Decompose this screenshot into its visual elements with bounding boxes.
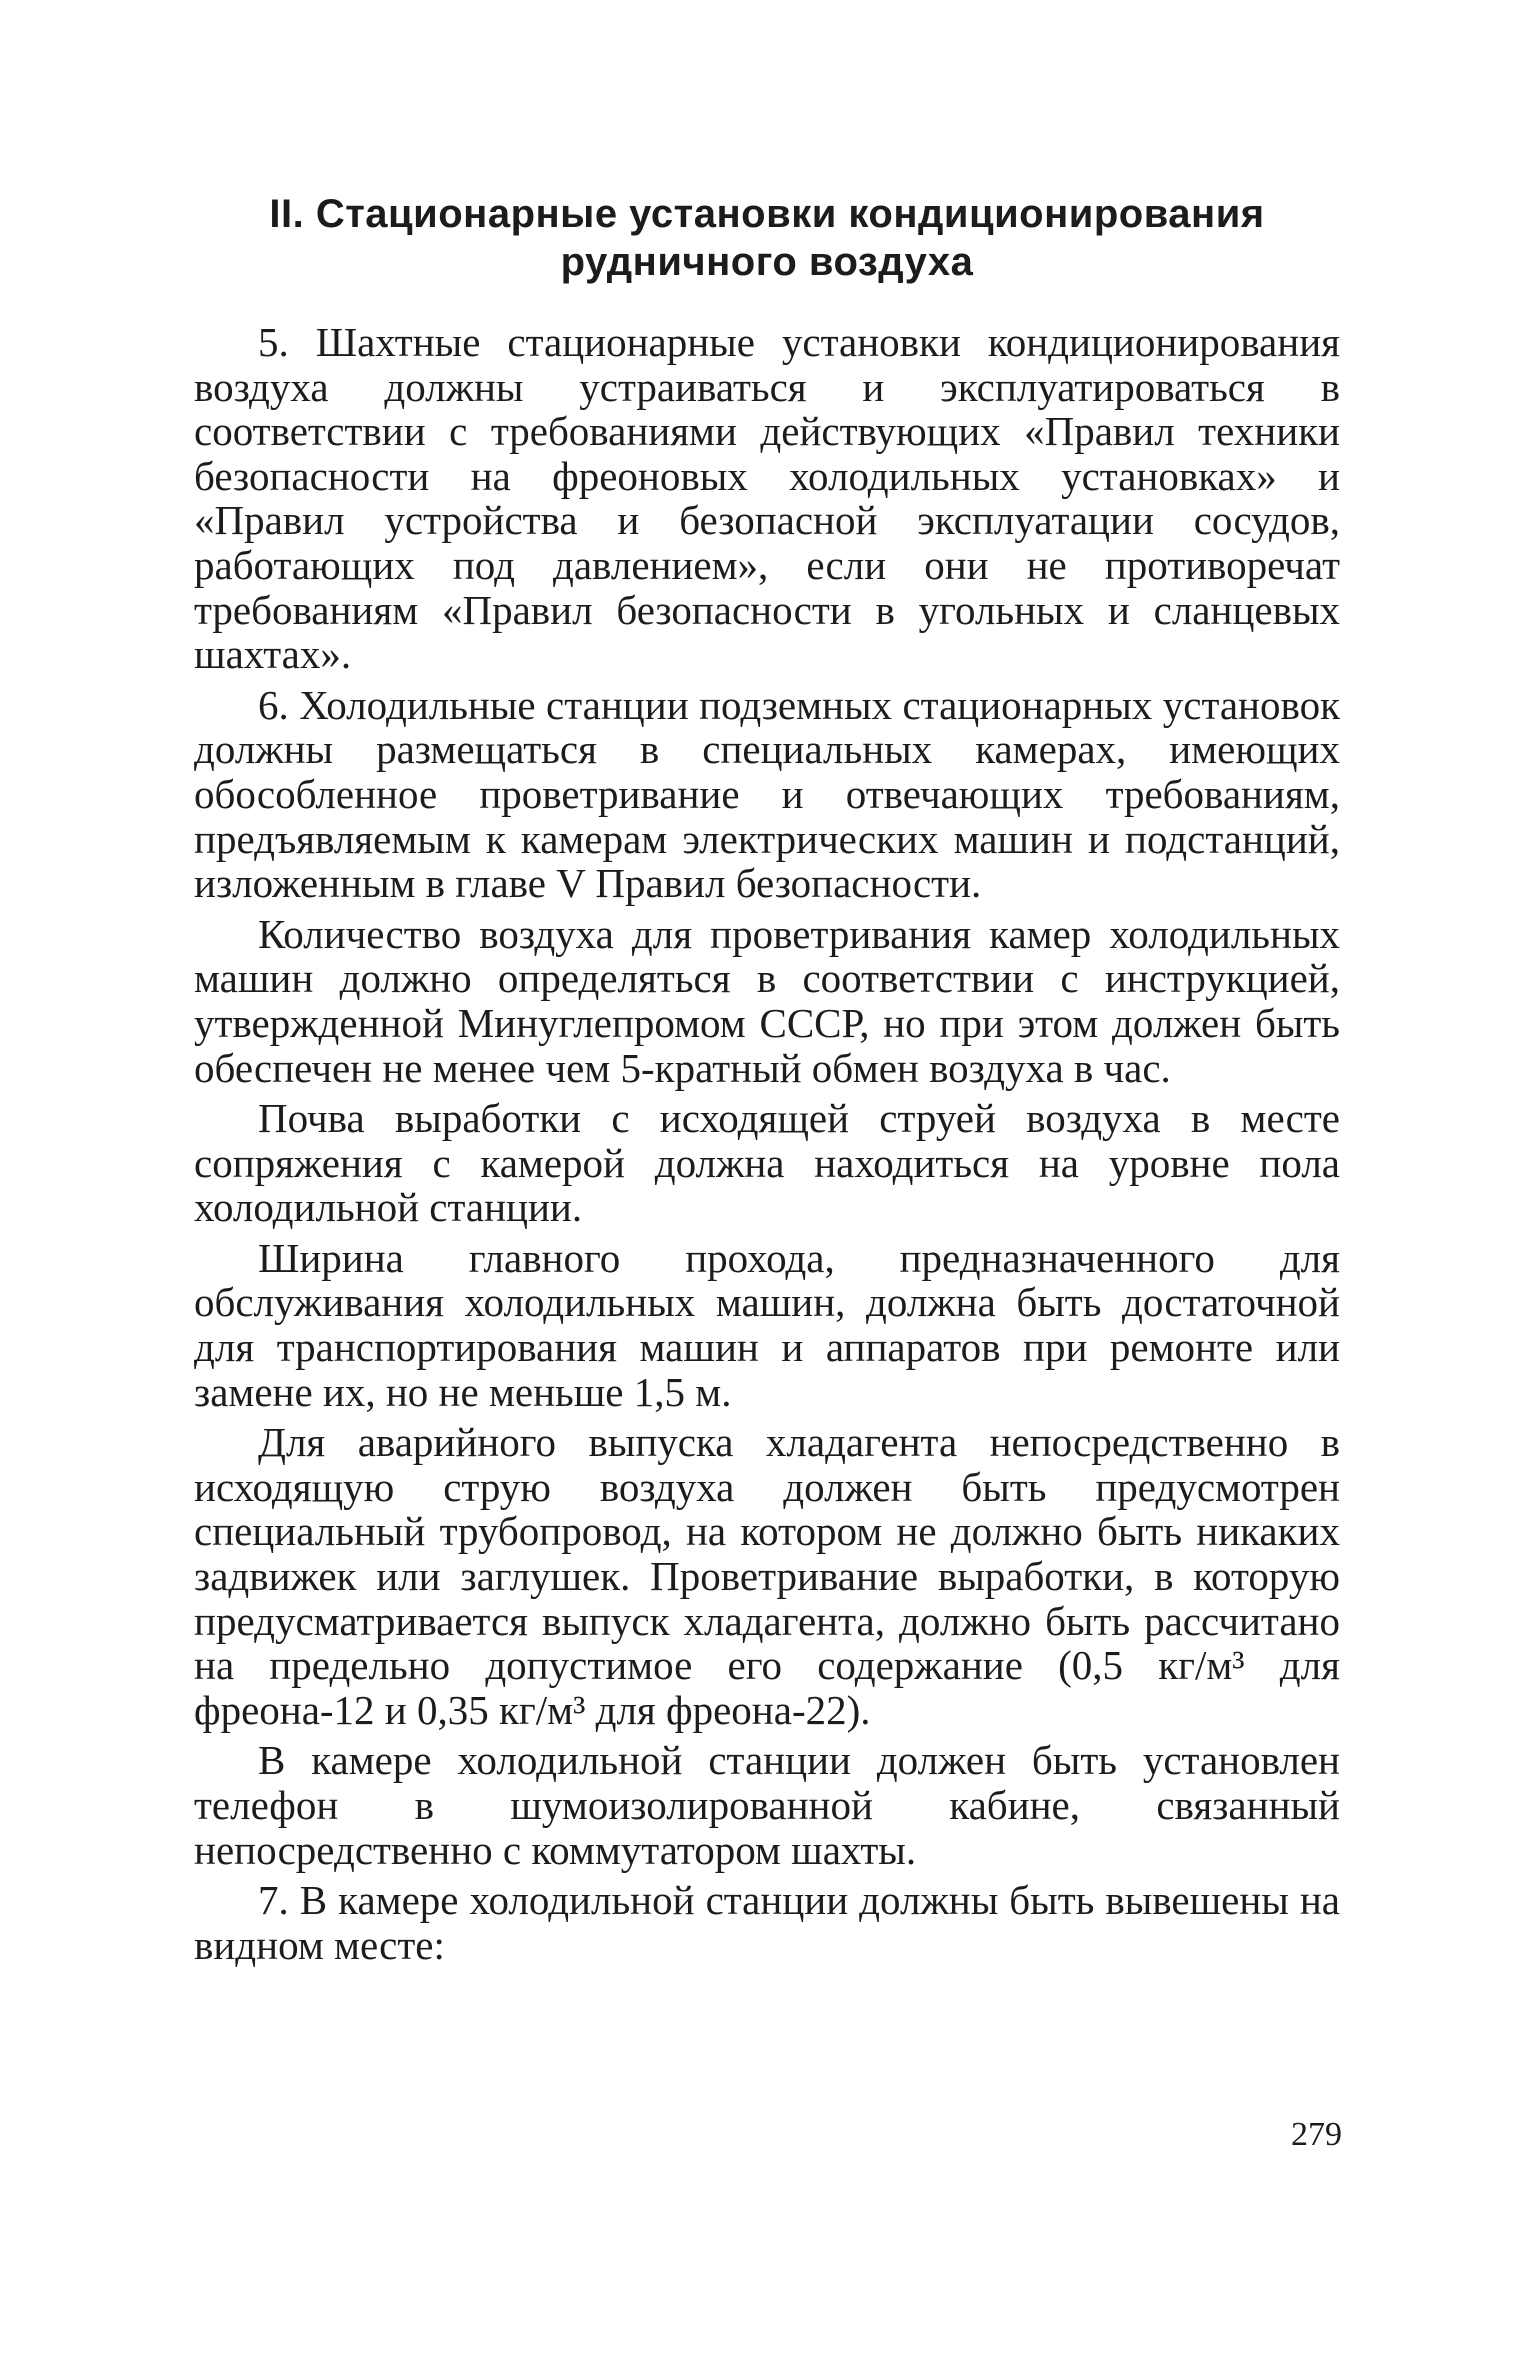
paragraph-item-5: 5. Шахтные стационарные установки кондиционирования воздуха должны устраиваться и эксплуатироваться в соответствии с требованиями действующих «Правил техники безопасности на фреоновых холодильных установках» и «Правил устройства и безопасной эксплуатации сосудов, работающих под давлением», если они не противоречат требованиям «Правил безопасности в угольных и сланцевых шахтах».: [194, 319, 1340, 678]
paragraph-telephone: В камере холодильной станции должен быть установлен телефон в шумоизолированной кабине, связанный непосредственно с коммутатором шахты.: [194, 1737, 1340, 1873]
paragraph-passage-width: Ширина главного прохода, предназначенного для обслуживания холодильных машин, должна быть достаточной для транспортирования машин и аппаратов при ремонте или замене их, но не меньше 1,5 м.: [194, 1234, 1340, 1415]
paragraph-floor-level: Почва выработки с исходящей струей воздуха в месте сопряжения с камерой должна находиться на уровне пола холодильной станции.: [194, 1095, 1340, 1231]
section-title-line-1: II. Стационарные установки кондиционирования: [269, 192, 1265, 236]
section-title-line-2: рудничного воздуха: [560, 240, 974, 284]
document-page: [194, 190, 1340, 1973]
paragraph-item-6: 6. Холодильные станции подземных стационарных установок должны размещаться в специальных камерах, имеющих обособленное проветривание и отвечающих требованиям, предъявляемым к камерам электрических машин и подстанций, изложенным в главе V Правил безопасности.: [194, 681, 1340, 907]
section-heading: [194, 190, 1340, 286]
body-text: [194, 320, 1340, 1967]
paragraph-item-7: 7. В камере холодильной станции должны быть вывешены на видном месте:: [194, 1877, 1340, 1968]
page-number: 279: [1291, 2116, 1342, 2153]
paragraph-emergency-release: Для аварийного выпуска хладагента непосредственно в исходящую струю воздуха должен быть предусмотрен специальный трубопровод, на котором не должно быть никаких задвижек или заглушек. Проветривание выработки, в которую предусматривается выпуск хладагента, должно быть рассчитано на предельно допустимое его содержание (0,5 кг/м³ для фреона-12 и 0,35 кг/м³ для фреона-22).: [194, 1419, 1340, 1733]
paragraph-air-quantity: Количество воздуха для проветривания камер холодильных машин должно определяться в соответствии с инструкцией, утвержденной Минуглепромом СССР, но при этом должен быть обеспечен не менее чем 5-кратный обмен воздуха в час.: [194, 910, 1340, 1091]
